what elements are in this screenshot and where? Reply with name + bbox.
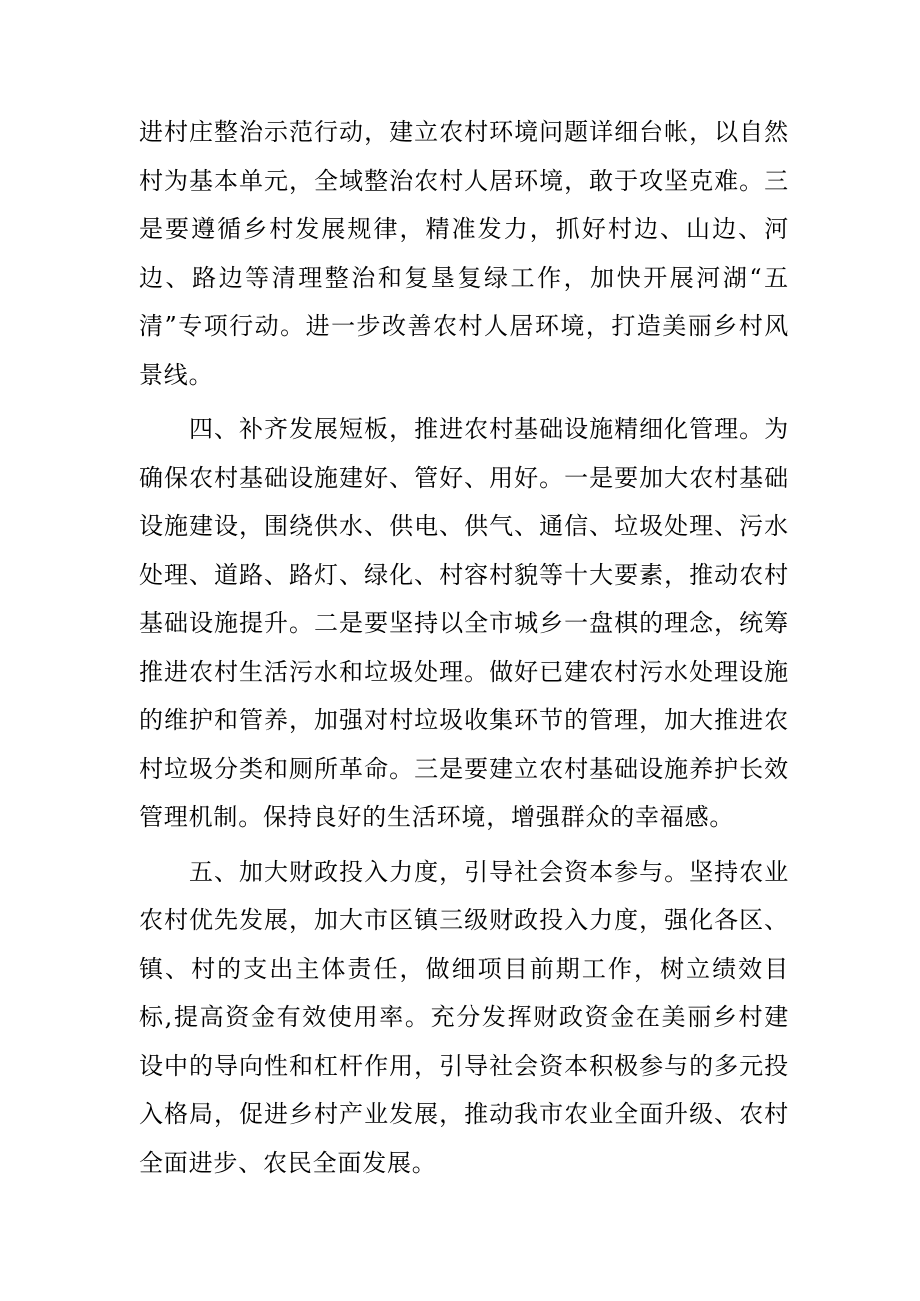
document-body [139, 108, 789, 1187]
paragraph-section-four: 四、补齐发展短板，推进农村基础设施精细化管理。为确保农村基础设施建好、管好、用好。一是要加大农村基础设施建设，围绕供水、供电、供气、通信、垃圾处理、污水处理、道路、路灯、绿化、村容村貌等十大要素，推动农村基础设施提升。二是要坚持以全市城乡一盘棋的理念，统筹推进农村生活污水和垃圾处理。做好已建农村污水处理设施的维护和管养，加强对村垃圾收集环节的管理，加大推进农村垃圾分类和厕所革命。三是要建立农村基础设施养护长效管理机制。保持良好的生活环境，增强群众的幸福感。 [139, 415, 789, 831]
paragraph-section-five: 五、加大财政投入力度，引导社会资本参与。坚持农业农村优先发展，加大市区镇三级财政投入力度，强化各区、镇、村的支出主体责任，做细项目前期工作，树立绩效目标,提高资金有效使用率。充分发挥财政资金在美丽乡村建设中的导向性和杠杆作用，引导社会资本积极参与的多元投入格局，促进乡村产业发展，推动我市农业全面升级、农村全面进步、农民全面发展。 [139, 857, 789, 1177]
paragraph-continuation: 进村庄整治示范行动，建立农村环境问题详细台帐，以自然村为基本单元，全域整治农村人居环境，敢于攻坚克难。三是要遵循乡村发展规律，精准发力，抓好村边、山边、河边、路边等清理整治和复垦复绿工作，加快开展河湖“五清”专项行动。进一步改善农村人居环境，打造美丽乡村风景线。 [139, 118, 789, 389]
